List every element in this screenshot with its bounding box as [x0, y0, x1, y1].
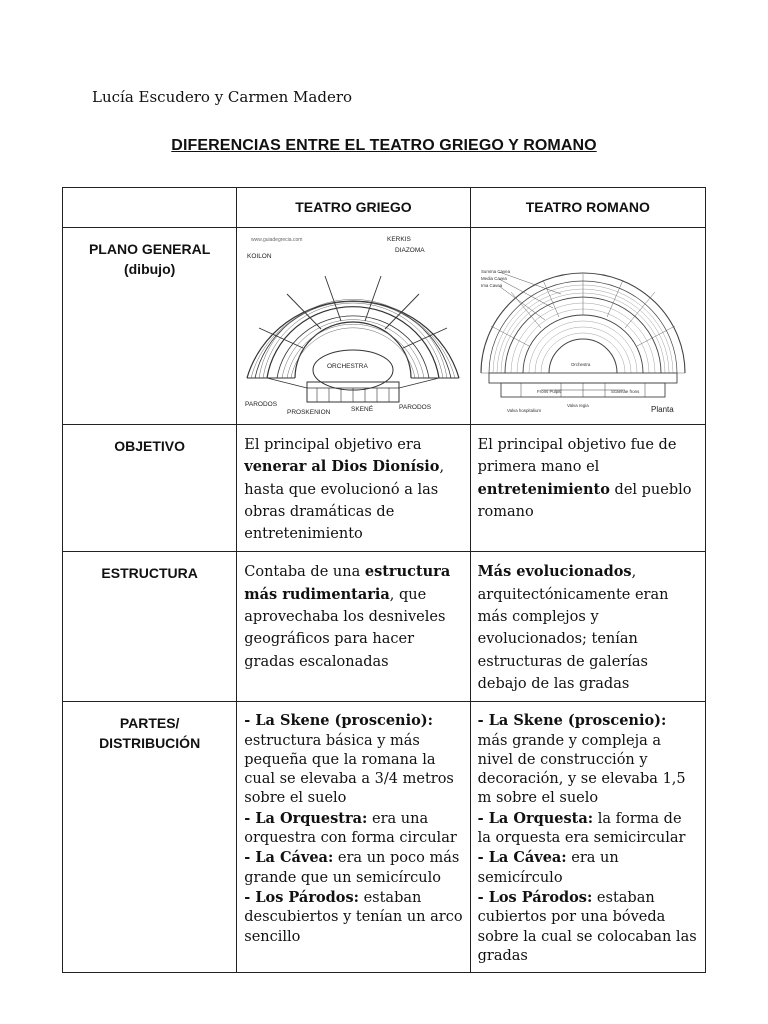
svg-text:SKENÉ: SKENÉ	[351, 406, 374, 413]
svg-text:PARODOS: PARODOS	[399, 404, 432, 411]
list-item: - La Cávea: era un poco más grande que un semicírculo	[244, 849, 460, 886]
list-item: - La Skene (proscenio): más grande y compleja a nivel de construcción y decoración, y se elevaba 1,5 m sobre el suelo	[477, 712, 686, 807]
svg-text:Valva regia: Valva regia	[566, 403, 589, 408]
estructura-greek: Contaba de una estructura más rudimentaria, que aprovechaba los desniveles geográficos para hacer gradas escalonadas	[237, 552, 470, 702]
svg-text:KOILON: KOILON	[247, 253, 272, 260]
svg-text:Orchestra: Orchestra	[570, 362, 590, 367]
partes-greek	[237, 702, 470, 973]
svg-text:Ima Cavea: Ima Cavea	[480, 283, 502, 288]
header-empty	[63, 188, 237, 228]
greek-theatre-drawing	[237, 228, 470, 425]
greek-theatre-diagram	[237, 228, 470, 420]
row-plano	[63, 228, 706, 425]
list-item: - La Cávea: era un semicírculo	[477, 849, 619, 886]
svg-text:Scaenae frons: Scaenae frons	[610, 389, 639, 394]
header-greek: TEATRO GRIEGO	[237, 188, 470, 228]
header-row	[63, 188, 706, 228]
svg-text:PROSKENION: PROSKENION	[287, 409, 331, 416]
row-partes	[63, 702, 706, 973]
svg-text:Frons Pulpiti: Frons Pulpiti	[536, 389, 562, 394]
svg-text:Summa Cavea: Summa Cavea	[480, 269, 510, 274]
roman-theatre-diagram	[471, 228, 706, 420]
partes-roman	[470, 702, 705, 973]
header-roman: TEATRO ROMANO	[470, 188, 705, 228]
svg-text:ORCHESTRA: ORCHESTRA	[327, 363, 369, 370]
svg-text:DIAZOMA: DIAZOMA	[395, 247, 425, 254]
row-label-estructura: ESTRUCTURA	[63, 552, 237, 702]
row-objetivo	[63, 425, 706, 552]
svg-text:Planta: Planta	[650, 405, 674, 414]
list-item: - La Orquesta: la forma de la orquesta era semicircular	[477, 809, 686, 847]
list-item: - Los Párodos: estaban descubiertos y tenían un arco sencillo	[244, 888, 463, 945]
list-item: - Los Párodos: estaban cubiertos por una bóveda sobre la cual se colocaban las gradas	[477, 888, 697, 964]
row-label-partes: PARTES/ DISTRIBUCIÓN	[63, 702, 237, 973]
objetivo-greek: El principal objetivo era venerar al Dios Dionísio, hasta que evolucionó a las obras dramáticas de entretenimiento	[237, 425, 470, 552]
comparison-table	[62, 187, 706, 973]
row-label-plano: PLANO GENERAL (dibujo)	[63, 228, 237, 425]
svg-text:www.guiadegrecia.com: www.guiadegrecia.com	[251, 237, 303, 243]
list-item: - La Skene (proscenio): estructura básica y más pequeña que la romana la cual se elevaba a 3/4 metros sobre el suelo	[244, 712, 454, 807]
svg-text:KERKIS: KERKIS	[387, 236, 412, 243]
svg-text:Media Cavea: Media Cavea	[480, 276, 507, 281]
objetivo-roman: El principal objetivo fue de primera mano el entretenimiento del pueblo romano	[470, 425, 705, 552]
page-title: DIFERENCIAS ENTRE EL TEATRO GRIEGO Y ROMANO	[171, 137, 597, 154]
row-label-objetivo: OBJETIVO	[63, 425, 237, 552]
svg-text:PARODOS: PARODOS	[245, 401, 278, 408]
authors: Lucía Escudero y Carmen Madero	[92, 88, 353, 106]
list-item: - La Orquestra: era una orquestra con forma circular	[244, 809, 457, 847]
svg-text:Valva hospitalium: Valva hospitalium	[506, 408, 541, 413]
row-estructura	[63, 552, 706, 702]
roman-theatre-drawing	[470, 228, 705, 425]
estructura-roman: Más evolucionados, arquitectónicamente eran más complejos y evolucionados; tenían estructuras de galerías debajo de las gradas	[470, 552, 705, 702]
